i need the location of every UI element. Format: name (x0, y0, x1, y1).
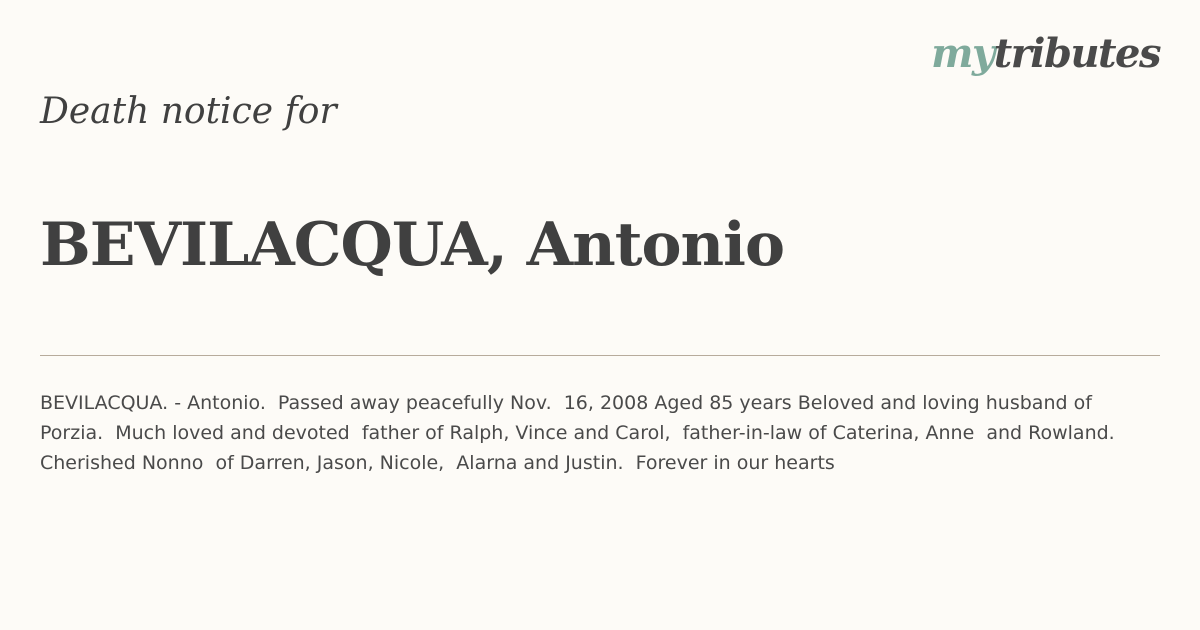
notice-text: BEVILACQUA. - Antonio. Passed away peacefully Nov. 16, 2008 Aged 85 years Beloved and loving husband of Porzia. Much loved and devoted father of Ralph, Vince and Carol, father-in-law of Caterina, Anne and Rowland. Cherished Nonno of Darren, Jason, Nicole, Alarna and Justin. Forever in our hearts (40, 392, 1127, 474)
logo-part-my: my (931, 30, 994, 77)
divider (40, 355, 1160, 356)
deceased-name: BEVILACQUA, Antonio (40, 210, 784, 280)
notice-heading: Death notice for (40, 91, 337, 132)
mytributes-logo (931, 30, 1160, 77)
logo-part-tributes: tributes (993, 30, 1160, 77)
